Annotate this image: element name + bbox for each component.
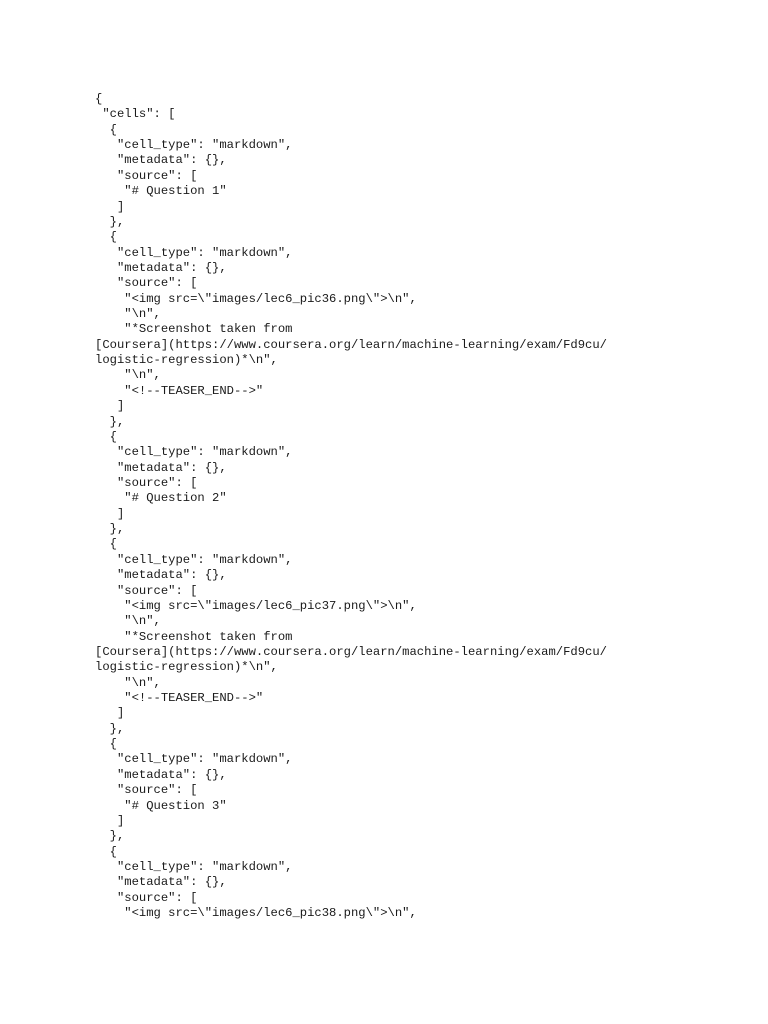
code-line: ] <box>95 506 125 521</box>
code-line: { <box>95 122 117 137</box>
code-line: "source": [ <box>95 783 198 798</box>
code-line: [Coursera](https://www.coursera.org/learn/machine-learning/exam/Fd9cu/ <box>95 337 607 352</box>
code-line: "cell_type": "markdown", <box>95 245 293 260</box>
code-line: "source": [ <box>95 276 198 291</box>
code-line: ] <box>95 399 125 414</box>
code-line: "cells": [ <box>95 107 176 122</box>
code-line: { <box>95 230 117 245</box>
code-line: }, <box>95 522 125 537</box>
code-line: "*Screenshot taken from <box>95 322 293 337</box>
code-line: ] <box>95 199 125 214</box>
code-line: "# Question 3" <box>95 798 227 813</box>
code-line: "cell_type": "markdown", <box>95 138 293 153</box>
code-line: { <box>95 429 117 444</box>
code-line: "# Question 1" <box>95 184 227 199</box>
code-line: logistic-regression)*\n", <box>95 353 278 368</box>
code-line: "source": [ <box>95 168 198 183</box>
code-line: "<!--TEASER_END-->" <box>95 383 264 398</box>
code-line: }, <box>95 214 125 229</box>
code-line: ] <box>95 813 125 828</box>
code-line: "<img src=\"images/lec6_pic37.png\">\n", <box>95 598 417 613</box>
code-line: }, <box>95 414 125 429</box>
code-line: "<img src=\"images/lec6_pic36.png\">\n", <box>95 291 417 306</box>
code-line: "cell_type": "markdown", <box>95 445 293 460</box>
code-line: "# Question 2" <box>95 491 227 506</box>
code-line: logistic-regression)*\n", <box>95 660 278 675</box>
code-line: "cell_type": "markdown", <box>95 552 293 567</box>
code-line: "source": [ <box>95 890 198 905</box>
code-line: "<!--TEASER_END-->" <box>95 691 264 706</box>
code-line: { <box>95 844 117 859</box>
code-line: "metadata": {}, <box>95 460 227 475</box>
notebook-json-text <box>95 92 607 921</box>
code-line: "cell_type": "markdown", <box>95 859 293 874</box>
code-line: { <box>95 537 117 552</box>
code-line: "metadata": {}, <box>95 568 227 583</box>
code-line: }, <box>95 829 125 844</box>
code-line: { <box>95 737 117 752</box>
code-line: "metadata": {}, <box>95 767 227 782</box>
code-line: }, <box>95 721 125 736</box>
code-line: "<img src=\"images/lec6_pic38.png\">\n", <box>95 906 417 921</box>
code-line: "source": [ <box>95 583 198 598</box>
code-line: "\n", <box>95 614 161 629</box>
code-line: "metadata": {}, <box>95 260 227 275</box>
code-line: "metadata": {}, <box>95 875 227 890</box>
code-line: [Coursera](https://www.coursera.org/learn/machine-learning/exam/Fd9cu/ <box>95 644 607 659</box>
code-line: "\n", <box>95 368 161 383</box>
code-line: "\n", <box>95 675 161 690</box>
code-line: "\n", <box>95 307 161 322</box>
code-line: "*Screenshot taken from <box>95 629 293 644</box>
code-line: ] <box>95 706 125 721</box>
code-line: "metadata": {}, <box>95 153 227 168</box>
code-line: { <box>95 92 103 106</box>
code-line: "cell_type": "markdown", <box>95 752 293 767</box>
code-line: "source": [ <box>95 475 198 490</box>
